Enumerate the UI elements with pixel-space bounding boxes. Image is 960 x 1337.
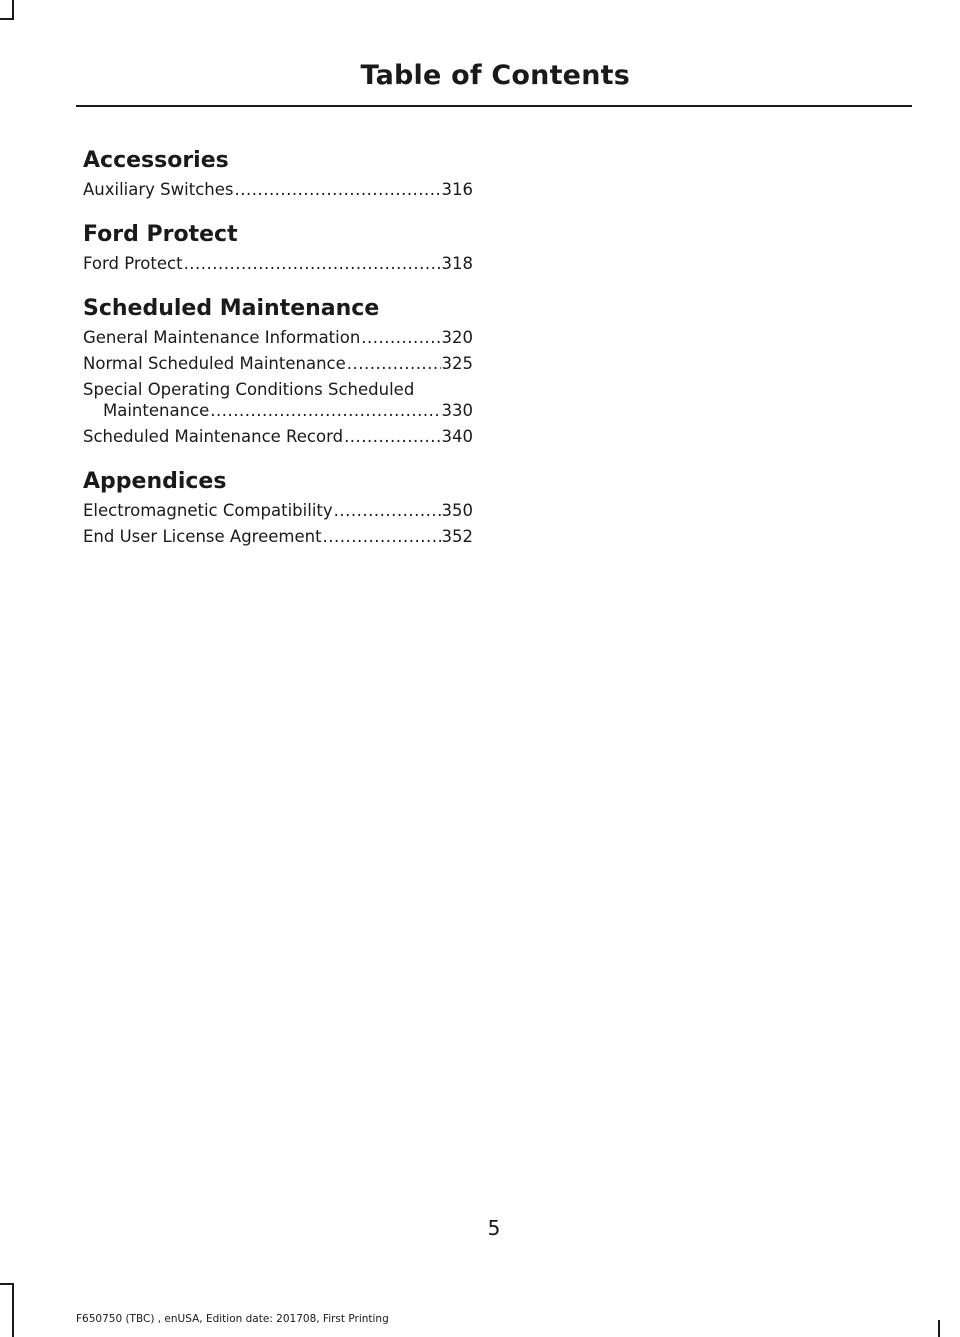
entry-page: 350 xyxy=(441,501,473,520)
entry-page: 340 xyxy=(441,427,473,446)
toc-section-scheduled-maintenance xyxy=(83,294,473,447)
toc-section-appendices xyxy=(83,467,473,547)
entry-label-line1: Special Operating Conditions Scheduled xyxy=(83,380,415,399)
entry-page: 325 xyxy=(441,354,473,373)
toc-entry[interactable] xyxy=(83,500,473,521)
entry-page: 352 xyxy=(441,527,473,546)
dot-leader xyxy=(347,353,441,374)
dot-leader xyxy=(184,253,441,274)
toc-section-accessories xyxy=(83,146,473,200)
section-title: Ford Protect xyxy=(83,222,238,247)
toc-section-ford-protect xyxy=(83,220,473,274)
dot-leader xyxy=(210,400,440,421)
toc-entry[interactable] xyxy=(83,353,473,374)
crop-mark-bottom-left-vertical xyxy=(12,1283,14,1337)
toc-entry[interactable] xyxy=(83,253,473,274)
toc-entry[interactable] xyxy=(83,426,473,447)
dot-leader xyxy=(234,179,440,200)
section-title: Accessories xyxy=(83,148,229,173)
entry-page: 318 xyxy=(441,254,473,273)
section-title: Scheduled Maintenance xyxy=(83,296,380,321)
entry-label: End User License Agreement xyxy=(83,527,322,546)
entry-label: General Maintenance Information xyxy=(83,328,361,347)
toc-entry[interactable] xyxy=(83,179,473,200)
header-rule xyxy=(76,105,912,107)
dot-leader xyxy=(323,526,441,547)
page-number: 5 xyxy=(487,1216,501,1240)
dot-leader xyxy=(334,500,441,521)
entry-page: 320 xyxy=(441,328,473,347)
dot-leader xyxy=(344,426,440,447)
crop-mark-top-left-horizontal xyxy=(0,18,14,20)
entry-label: Ford Protect xyxy=(83,254,183,273)
entry-label: Scheduled Maintenance Record xyxy=(83,427,344,446)
toc-entry[interactable] xyxy=(83,379,473,421)
table-of-contents xyxy=(83,146,473,567)
section-title: Appendices xyxy=(83,469,227,494)
entry-page: 316 xyxy=(441,180,473,199)
entry-page: 330 xyxy=(441,401,473,420)
entry-continuation xyxy=(83,400,473,421)
entry-label: Auxiliary Switches xyxy=(83,180,234,199)
crop-mark-bottom-right-vertical xyxy=(938,1320,940,1337)
entry-label: Electromagnetic Compatibility xyxy=(83,501,333,520)
page-title: Table of Contents xyxy=(360,60,630,91)
dot-leader xyxy=(361,327,440,348)
toc-entry[interactable] xyxy=(83,327,473,348)
entry-label-line2: Maintenance xyxy=(103,401,210,420)
toc-entry[interactable] xyxy=(83,526,473,547)
edition-footer: F650750 (TBC) , enUSA, Edition date: 201708, First Printing xyxy=(76,1313,389,1325)
crop-mark-top-left-vertical xyxy=(12,0,14,20)
entry-label: Normal Scheduled Maintenance xyxy=(83,354,346,373)
